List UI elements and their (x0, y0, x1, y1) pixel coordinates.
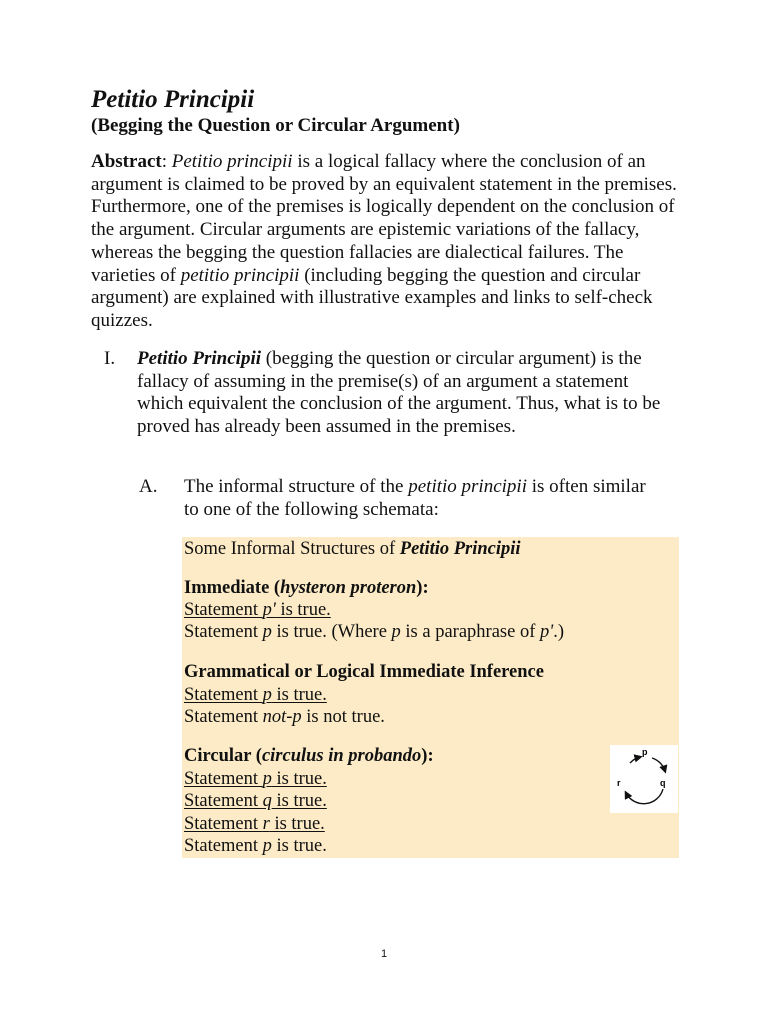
circular-line-1 (184, 768, 327, 790)
subsection-number: A. (139, 476, 158, 497)
immediate-line-1 (184, 599, 331, 621)
grammatical-heading: Grammatical or Logical Immediate Inference (184, 662, 544, 682)
grammatical-line-1-var: p (262, 685, 272, 705)
circular-arrows-icon (610, 745, 678, 813)
grammatical-line-1-b: is true. (271, 685, 327, 705)
immediate-line-1-a: Statement (184, 600, 263, 620)
page-title: Petitio Principii (91, 86, 255, 113)
circular-line-3 (184, 813, 325, 835)
immediate-heading (184, 577, 429, 599)
circular-line-2-b: is true. (271, 791, 327, 811)
circular-line-2 (184, 790, 327, 812)
immediate-line-2-d: .) (553, 622, 565, 642)
circular-term: circulus in probando (261, 746, 422, 766)
subsection-text-2: is often similar to one of the following schemata: (184, 476, 646, 520)
arc-r-to-p (630, 757, 640, 763)
section-text: (begging the question or circular argument) is the fallacy of assuming in the premise(s) of an argument a statement which equivalent the conclusion of the argument. Thus, what is to be proved has already been assumed in the premises. (137, 348, 661, 438)
page-number: 1 (380, 948, 388, 960)
grammatical-line-1-a: Statement (184, 685, 263, 705)
subsection-term: petitio principii (408, 476, 527, 497)
arc-p-to-q (652, 758, 665, 771)
abstract-text-2: (including begging the question and circular argument) are explained with illustrative examples and links to self-check quizzes. (91, 264, 653, 331)
immediate-line-2-var3: p' (540, 622, 554, 642)
immediate-label: Immediate ( (184, 578, 281, 598)
arc-q-to-r (626, 789, 663, 804)
circular-line-2-a: Statement (184, 791, 263, 811)
box-heading-prefix: Some Informal Structures of (184, 539, 400, 559)
circular-label-end: ): (421, 746, 434, 766)
immediate-line-2-var: p (262, 622, 272, 642)
circular-heading (184, 745, 434, 767)
abstract-term-2: petitio principii (180, 264, 300, 286)
circular-line-1-a: Statement (184, 769, 263, 789)
grammatical-line-2-var: not-p (262, 707, 302, 727)
circular-argument-diagram (610, 745, 678, 813)
immediate-line-1-var: p' (262, 600, 276, 620)
circular-line-1-b: is true. (271, 769, 327, 789)
node-p-label: p (642, 747, 648, 757)
abstract-paragraph (91, 151, 681, 333)
circular-line-3-var: r (262, 814, 270, 834)
immediate-label-end: ): (416, 578, 429, 598)
informal-structures-box (182, 537, 679, 858)
abstract-text-1: is a logical fallacy where the conclusion of an argument is claimed to be proved by an equivalent statement in the premises. Furthermore, one of the premises is logically dependent on the conclusion of the argument. Circular arguments are epistemic variations of the fallacy, whereas the begging the question fallacies are dialectical failures. The varieties of (91, 151, 677, 286)
abstract-term: Petitio principii (171, 151, 293, 172)
circular-line-1-var: p (262, 769, 272, 789)
circular-line-3-b: is true. (269, 814, 325, 834)
immediate-term: hysteron proteron (280, 578, 417, 598)
circular-line-4-b: is true. (271, 836, 327, 856)
subsection-paragraph (184, 476, 664, 521)
immediate-line-1-b: is true. (275, 600, 331, 620)
circular-line-4-a: Statement (184, 836, 263, 856)
node-q-label: q (660, 778, 666, 788)
section-term: Petitio Principii (137, 348, 262, 369)
circular-label: Circular ( (184, 746, 262, 766)
circular-line-2-var: q (262, 791, 272, 811)
subsection-text-1: The informal structure of the (184, 476, 409, 497)
immediate-line-2-b: is true. (Where (271, 622, 392, 642)
box-heading-term: Petitio Principii (399, 539, 521, 559)
node-r-label: r (617, 778, 621, 788)
grammatical-line-2-b: is not true. (301, 707, 385, 727)
circular-line-4-var: p (262, 836, 272, 856)
immediate-line-2 (184, 621, 564, 643)
circular-line-4 (184, 835, 327, 857)
immediate-line-2-a: Statement (184, 622, 263, 642)
grammatical-line-2-a: Statement (184, 707, 263, 727)
box-heading (184, 538, 521, 560)
grammatical-line-1 (184, 684, 327, 706)
section-number: I. (104, 348, 116, 369)
page-subtitle: (Begging the Question or Circular Argument) (91, 115, 460, 136)
immediate-line-2-var2: p (391, 622, 401, 642)
abstract-label: Abstract (91, 151, 162, 172)
section-paragraph (137, 348, 677, 439)
immediate-line-2-c: is a paraphrase of (400, 622, 540, 642)
grammatical-line-2 (184, 706, 385, 728)
abstract-colon: : (161, 151, 172, 172)
circular-line-3-a: Statement (184, 814, 263, 834)
